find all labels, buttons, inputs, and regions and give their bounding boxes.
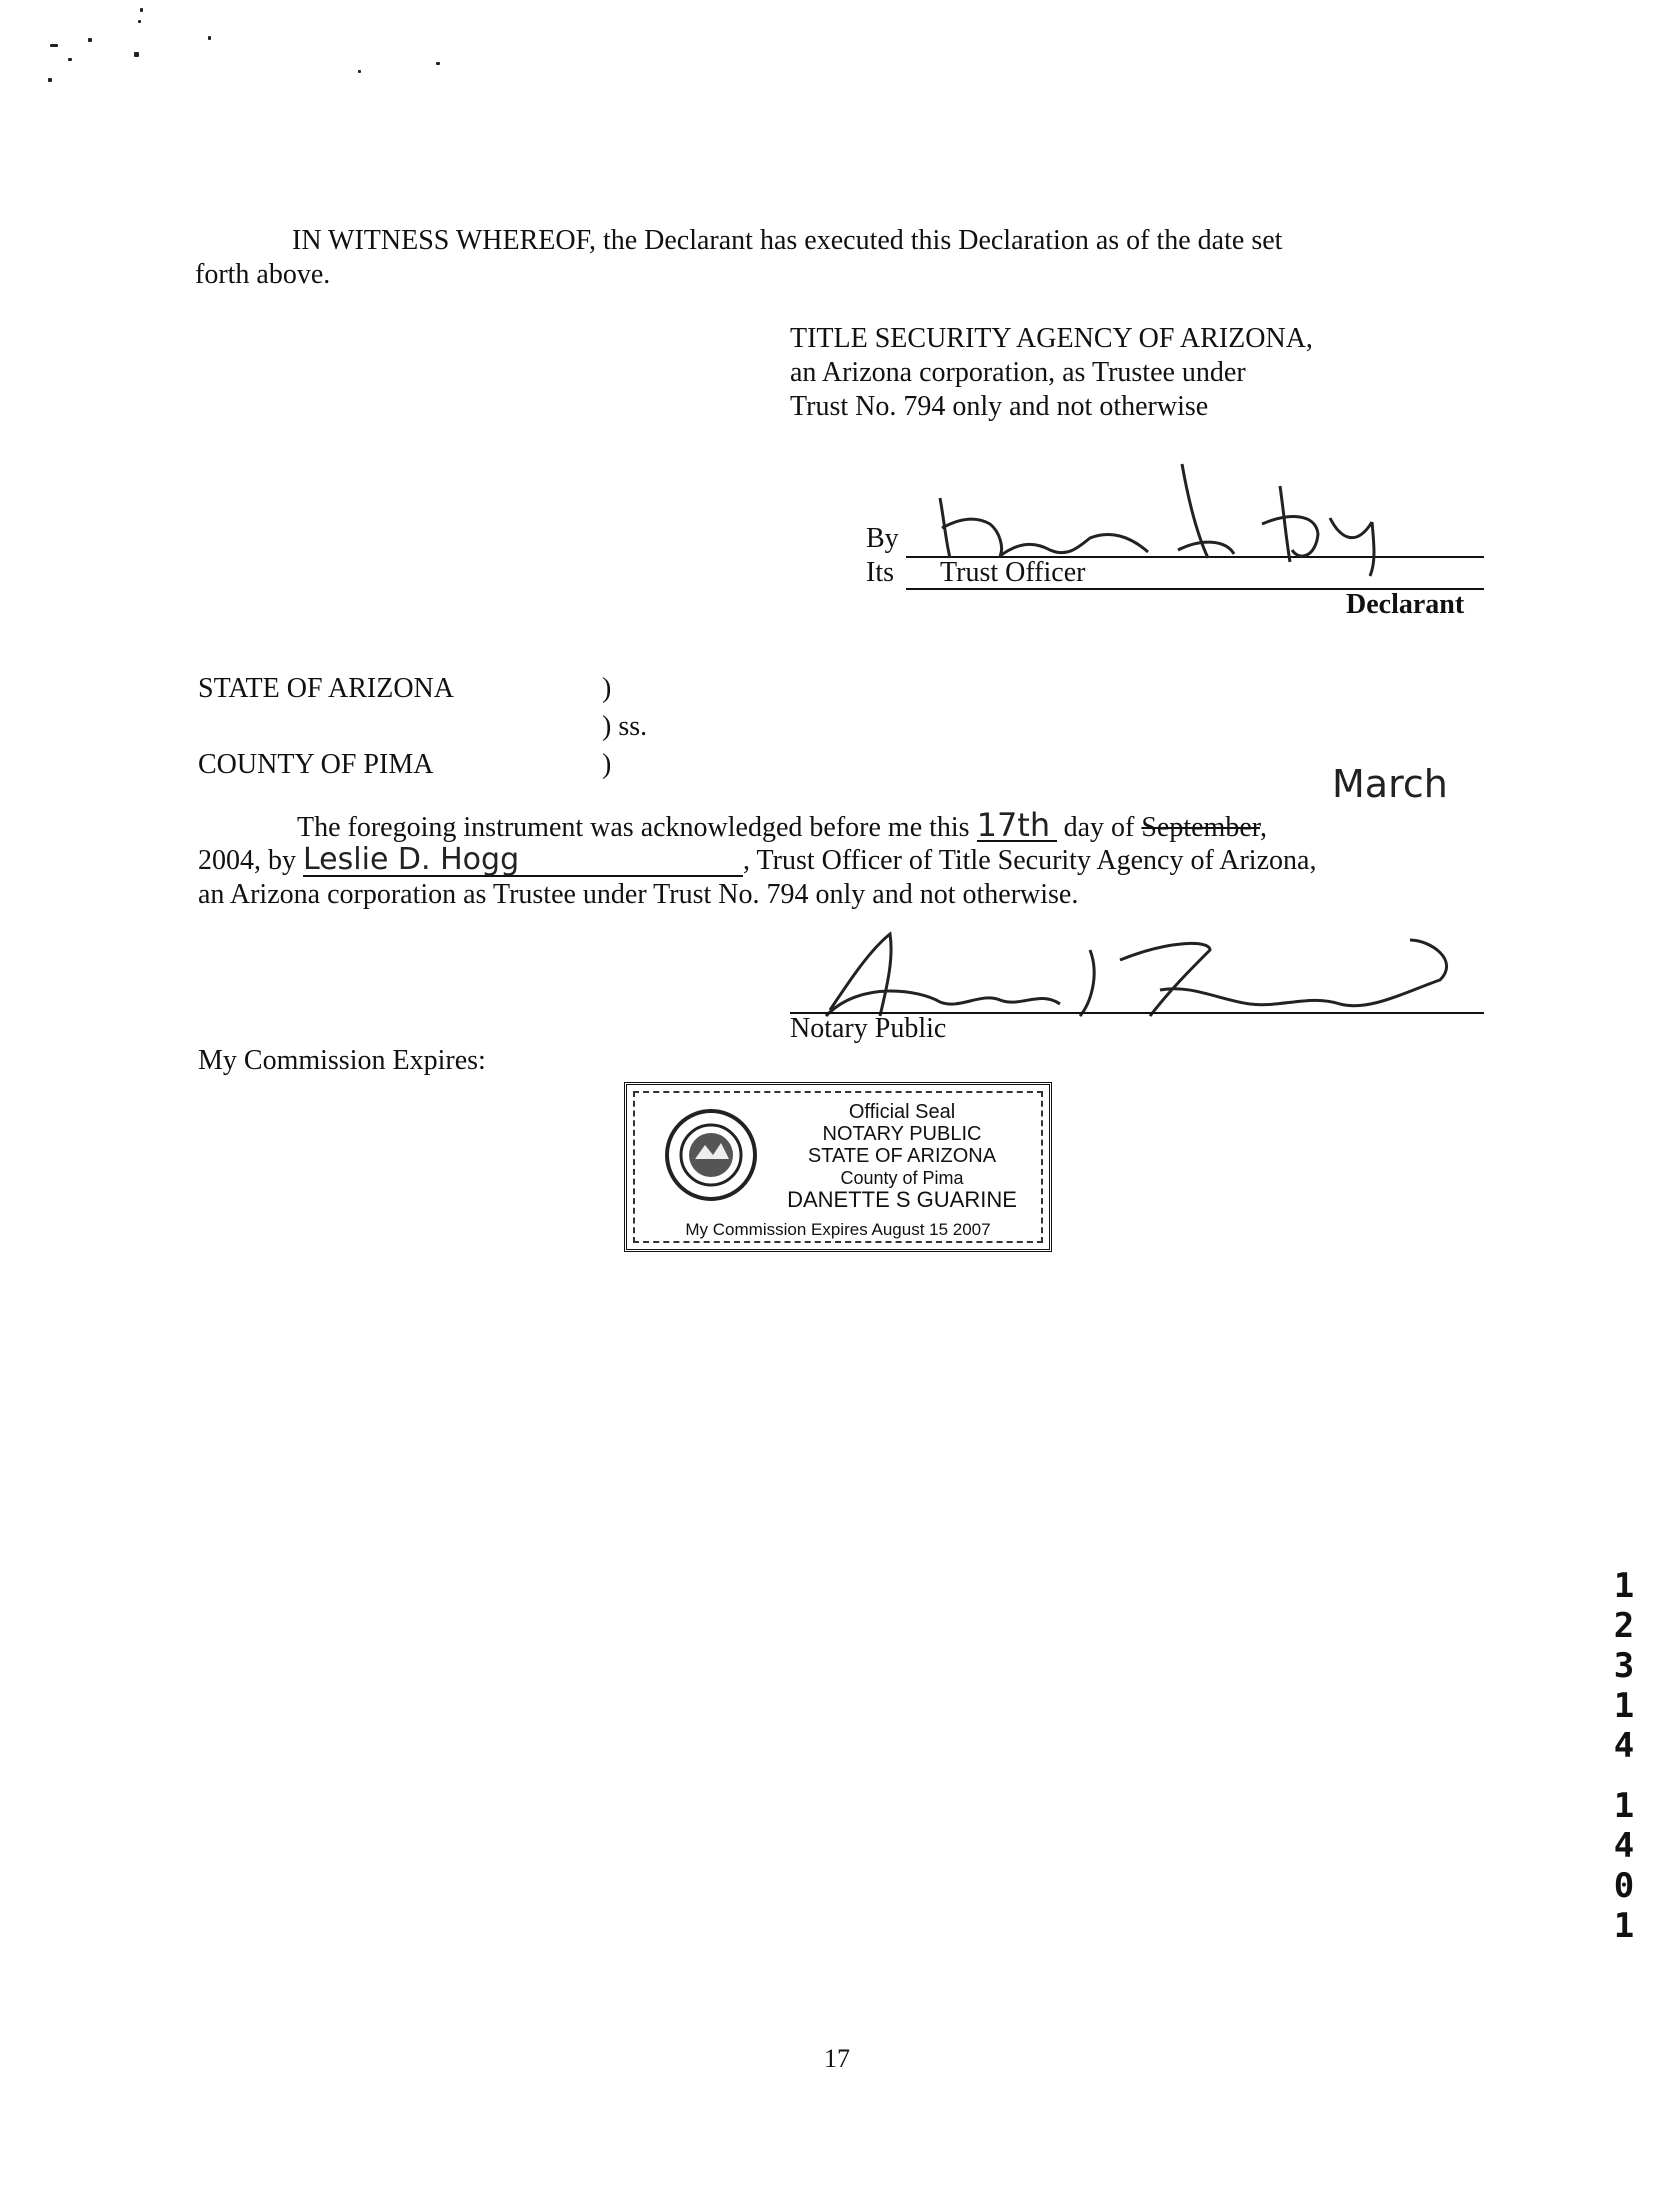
stamp-digit: 0 — [1613, 1866, 1635, 1906]
trustee-name: TITLE SECURITY AGENCY OF ARIZONA, — [790, 323, 1313, 354]
declarant-label: Declarant — [1346, 589, 1465, 620]
scan-speck — [208, 36, 211, 40]
stamp-digit: 1 — [1613, 1906, 1635, 1946]
venue-ss: ) ss. — [602, 711, 648, 742]
stamp-gap — [1604, 1766, 1644, 1786]
scan-speck — [358, 70, 361, 73]
page-number: 17 — [824, 2044, 850, 2073]
notary-public-label: Notary Public — [790, 1013, 947, 1044]
ack-day-of: day of — [1063, 812, 1135, 843]
commission-expires-label: My Commission Expires: — [198, 1045, 486, 1076]
venue-paren-1: ) — [602, 673, 612, 704]
seal-line-3: STATE OF ARIZONA — [807, 1145, 997, 1167]
seal-line-1: Official Seal — [848, 1101, 956, 1123]
stamp-digit: 4 — [1613, 1826, 1635, 1866]
trustee-line-3: Trust No. 794 only and not otherwise — [790, 391, 1209, 422]
stamp-digit: 3 — [1613, 1646, 1635, 1686]
ack-line-2-text: 2004, by — [198, 845, 296, 876]
struck-month: September — [1141, 812, 1260, 843]
ack-line-1-text: The foregoing instrument was acknowledged before me this — [297, 812, 970, 843]
scan-speck — [88, 38, 92, 42]
scan-speck — [140, 8, 143, 12]
seal-line-4: County of Pima — [840, 1168, 964, 1188]
seal-line-5: DANETTE S GUARINE — [787, 1187, 1017, 1212]
its-value: Trust Officer — [940, 557, 1086, 588]
stamp-digit: 4 — [1613, 1726, 1635, 1766]
scan-speck — [436, 62, 440, 65]
handwritten-day: 17th — [977, 810, 1057, 842]
scan-speck — [48, 78, 52, 82]
handwritten-month: March — [1332, 762, 1448, 806]
trustee-line-2: an Arizona corporation, as Trustee under — [790, 357, 1246, 388]
ack-line-1 — [297, 806, 1267, 845]
ack-comma: , — [1259, 812, 1267, 843]
seal-line-2: NOTARY PUBLIC — [822, 1123, 982, 1145]
venue-county: COUNTY OF PIMA — [198, 749, 434, 780]
venue-paren-2: ) — [602, 749, 612, 780]
handwritten-name: Leslie D. Hogg — [303, 845, 743, 877]
stamp-digit: 1 — [1613, 1686, 1635, 1726]
seal-text-block — [767, 1101, 1037, 1211]
state-seal-icon — [663, 1107, 759, 1203]
venue-state: STATE OF ARIZONA — [198, 673, 454, 704]
witness-line-2: forth above. — [195, 259, 331, 290]
ack-line-2 — [198, 844, 1316, 878]
scan-speck — [134, 52, 139, 57]
witness-line-1: IN WITNESS WHEREOF, the Declarant has executed this Declaration as of the date set — [292, 225, 1283, 256]
ack-line-3: an Arizona corporation as Trustee under Trust No. 794 only and not otherwise. — [198, 879, 1079, 910]
seal-line-6: My Commission Expires August 15 2007 — [685, 1220, 991, 1239]
recording-stamp — [1604, 1566, 1644, 1946]
scan-speck — [68, 58, 72, 61]
by-label: By — [866, 523, 899, 554]
its-label: Its — [866, 557, 894, 588]
ack-line-2-rest: , Trust Officer of Title Security Agency of Arizona, — [743, 845, 1317, 876]
stamp-digit: 2 — [1613, 1606, 1635, 1646]
notary-seal — [624, 1082, 1052, 1252]
scan-speck — [50, 44, 58, 47]
stamp-digit: 1 — [1613, 1566, 1635, 1606]
scan-speck — [138, 20, 141, 23]
stamp-digit: 1 — [1613, 1786, 1635, 1826]
